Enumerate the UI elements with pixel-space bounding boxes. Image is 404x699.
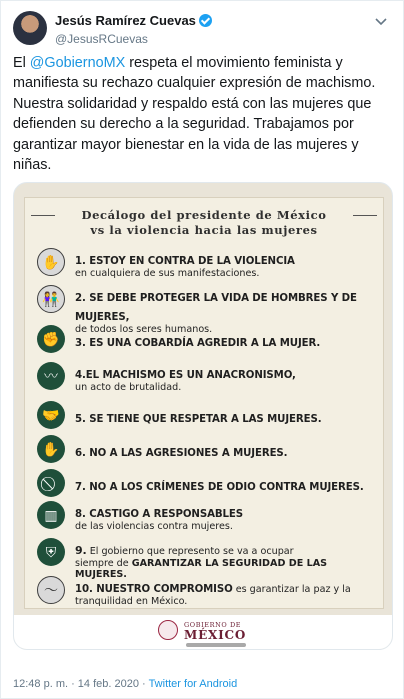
item-text: [75, 249, 375, 279]
mustache-icon: 〰: [37, 362, 65, 390]
decalogo-item-6: [37, 435, 377, 471]
item-main: 2. SE DEBE PROTEGER LA VIDA DE HOMBRES Y DE MUJERES,: [75, 293, 357, 323]
display-name[interactable]: Jesús Ramírez Cuevas: [55, 13, 196, 28]
decalogo-item-1: [37, 248, 377, 284]
item-inline: El gobierno que represento se va a ocupar: [86, 546, 294, 557]
people-icon: 👫: [37, 285, 65, 313]
title-line-2: vs la violencia hacia las mujeres: [90, 223, 318, 237]
prohibited-icon: [37, 469, 65, 497]
fist-icon: ✊: [37, 325, 65, 353]
tweet-text: [13, 53, 393, 175]
item-main: 6. NO A LAS AGRESIONES A MUJERES.: [75, 448, 288, 459]
title-line-1: Decálogo del presidente de México: [81, 208, 327, 222]
verified-badge-icon: [199, 14, 212, 27]
author-names: [55, 12, 212, 46]
decalogo-item-9: [37, 538, 377, 580]
item-sub: un acto de brutalidad.: [75, 382, 182, 393]
item-sub: de todos los seres humanos.: [75, 324, 213, 335]
tweet-header: [13, 11, 391, 47]
hand-stop-icon: ✋: [37, 248, 65, 276]
raised-hand-icon: ✋: [37, 435, 65, 463]
tweet-text-rest: respeta el movimiento feminista y manifiesta su rechazo cualquier expresión de machismo. Nuestra solidaridad y respaldo está con las mujeres que defienden su derecho a la seguridad. Trabajamos por garantizar mayor bienestar en la vida de las mujeres y niñas.: [13, 55, 376, 174]
item-text: [75, 407, 375, 426]
item-number: 9.: [75, 544, 87, 557]
mention-link[interactable]: @GobiernoMX: [29, 55, 126, 71]
mexico-seal-icon: [158, 620, 178, 640]
logo-line-1: GOBIERNO DE: [184, 621, 242, 629]
tweet-meta: [13, 678, 237, 690]
item-main: 3. ES UNA COBARDÍA AGREDIR A LA MUJER.: [75, 338, 321, 349]
item-text: [75, 441, 375, 460]
item-sub: tranquilidad en México.: [75, 596, 188, 607]
decalogo-item-10: [37, 576, 377, 612]
decalogo-item-7: [37, 469, 377, 505]
decalogo-item-5: [37, 401, 377, 437]
media-image[interactable]: [13, 182, 393, 650]
item-text: [75, 363, 375, 393]
item-main: 5. SE TIENE QUE RESPETAR A LAS MUJERES.: [75, 414, 322, 425]
tweet-text-start: El: [13, 55, 30, 71]
jail-icon: ▥: [37, 501, 65, 529]
gobierno-logo-bar: [14, 615, 393, 650]
chevron-down-icon[interactable]: [373, 13, 389, 29]
item-sub: en cualquiera de sus manifestaciones.: [75, 268, 260, 279]
mexico-map-icon: 〜: [37, 576, 65, 604]
item-text: [75, 539, 375, 580]
item-text: [75, 502, 375, 532]
item-text: [75, 475, 375, 494]
item-main: 1. ESTOY EN CONTRA DE LA VIOLENCIA: [75, 256, 295, 267]
shield-icon: ⛨: [37, 538, 65, 566]
item-main: 8. CASTIGO A RESPONSABLES: [75, 509, 244, 520]
avatar[interactable]: [13, 11, 47, 45]
decalogo-item-4: [37, 362, 377, 398]
item-sub-plain: siempre de: [75, 558, 132, 569]
handshake-icon: 🤝: [37, 401, 65, 429]
item-main: 10. NUESTRO COMPROMISO: [75, 584, 233, 595]
social-icons-strip: [186, 643, 246, 647]
source-link[interactable]: Twitter for Android: [148, 678, 238, 690]
gobierno-logo: [184, 621, 246, 642]
item-main: 7. NO A LOS CRÍMENES DE ODIO CONTRA MUJERES.: [75, 482, 364, 493]
item-text: [75, 577, 375, 607]
decalogo-panel: [24, 197, 384, 609]
title-rule-right: [353, 215, 377, 216]
decalogo-item-2: [37, 285, 377, 335]
decalogo-item-3: [37, 325, 377, 361]
handle[interactable]: @JesusRCuevas: [55, 32, 148, 46]
timestamp[interactable]: 12:48 p. m. · 14 feb. 2020 ·: [13, 678, 149, 690]
item-main: 4.EL MACHISMO ES UN ANACRONISMO,: [75, 370, 296, 381]
item-sub-bold: GARANTIZAR LA SEGURIDAD DE LAS MUJERES.: [75, 558, 328, 580]
item-text: [75, 331, 375, 350]
decalogo-title: [33, 208, 375, 238]
title-rule-left: [31, 215, 55, 216]
item-sub: de las violencias contra mujeres.: [75, 521, 233, 532]
logo-line-2: MÉXICO: [184, 628, 247, 642]
decalogo-item-8: [37, 501, 377, 537]
item-inline: es garantizar la paz y la: [232, 584, 351, 595]
